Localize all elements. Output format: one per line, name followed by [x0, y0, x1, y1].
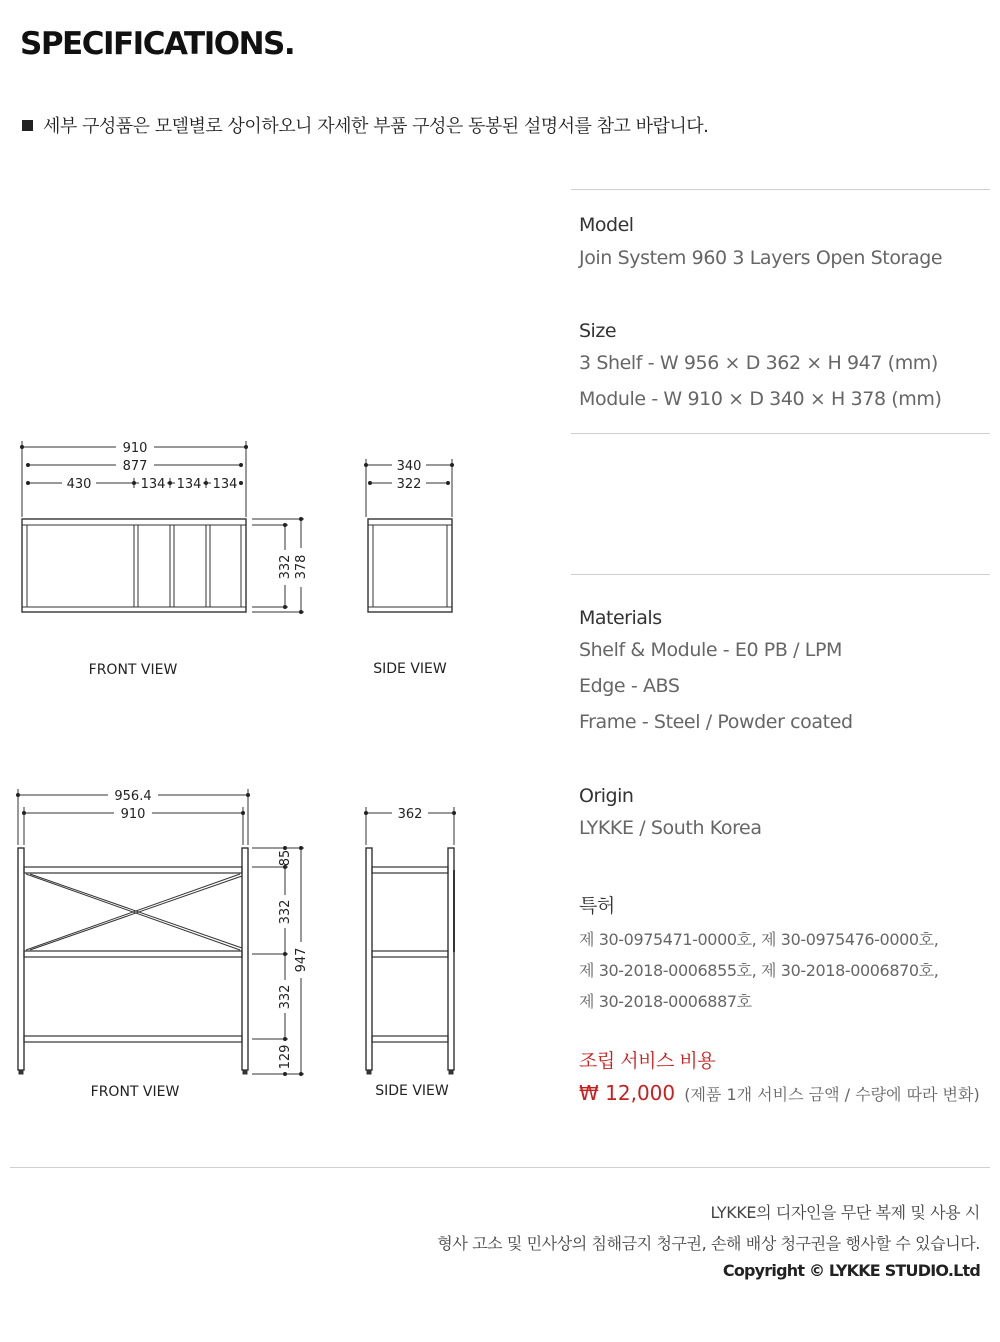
size-shelf: 3 Shelf - W 956 × D 362 × H 947 (mm) — [579, 352, 938, 374]
dim-shelf-bottom-gap: 129 — [278, 1044, 293, 1070]
size-section — [579, 320, 942, 417]
materials-label: Materials — [579, 607, 662, 629]
dim-shelf-width: 956.4 — [114, 789, 152, 804]
page-title: SPECIFICATIONS. — [20, 26, 295, 62]
service-section — [579, 1046, 980, 1105]
dim-module-seg-b: 134 — [140, 477, 166, 492]
footer-line-1: LYKKE의 디자인을 무단 복제 및 사용 시 — [710, 1203, 980, 1222]
dim-module-inner-height: 332 — [278, 554, 293, 580]
size-label: Size — [579, 320, 617, 342]
shelf-front-caption: FRONT VIEW — [90, 1084, 180, 1100]
patent-line: 제 30-2018-0006855호, 제 30-2018-0006870호, — [579, 961, 939, 980]
module-front-caption: FRONT VIEW — [88, 662, 178, 678]
size-module: Module - W 910 × D 340 × H 378 (mm) — [579, 388, 942, 410]
dim-shelf-top-gap: 85 — [278, 849, 293, 867]
origin-label: Origin — [579, 785, 634, 807]
patent-label: 특허 — [579, 895, 615, 917]
dim-shelf-height: 947 — [294, 947, 309, 973]
service-note: (제품 1개 서비스 금액 / 수량에 따라 변화) — [684, 1085, 980, 1104]
model-label: Model — [579, 214, 634, 236]
copyright: Copyright © LYKKE STUDIO.Ltd — [722, 1261, 980, 1280]
footer-divider — [10, 1167, 990, 1168]
divider — [571, 433, 990, 434]
dim-shelf-inner-width: 910 — [120, 807, 146, 822]
patent-line: 제 30-0975471-0000호, 제 30-0975476-0000호, — [579, 930, 939, 949]
dim-module-height: 378 — [294, 554, 309, 580]
shelf-side-caption: SIDE VIEW — [375, 1083, 449, 1099]
patent-section — [579, 891, 938, 1017]
divider — [571, 574, 990, 575]
patent-line: 제 30-2018-0006887호 — [579, 992, 752, 1011]
service-label: 조립 서비스 비용 — [579, 1050, 716, 1072]
dim-module-inner-depth: 322 — [396, 477, 422, 492]
dim-shelf-level1: 332 — [278, 899, 293, 925]
model-section — [579, 214, 942, 276]
notice-text: 세부 구성품은 모델별로 상이하오니 자세한 부품 구성은 동봉된 설명서를 참고 바랍니다. — [43, 116, 709, 137]
materials-line: Shelf & Module - E0 PB / LPM — [579, 639, 843, 661]
divider — [571, 189, 990, 190]
dim-module-inner-width: 877 — [122, 459, 148, 474]
dim-module-seg-c: 134 — [176, 477, 202, 492]
technical-drawings — [0, 0, 560, 1100]
module-side-caption: SIDE VIEW — [373, 661, 447, 677]
materials-line: Edge - ABS — [579, 675, 680, 697]
origin-value: LYKKE / South Korea — [579, 817, 762, 839]
dim-shelf-depth: 362 — [397, 807, 423, 822]
model-value: Join System 960 3 Layers Open Storage — [579, 247, 943, 269]
dim-module-seg-d: 134 — [212, 477, 238, 492]
materials-section — [579, 607, 853, 740]
footer-line-2: 형사 고소 및 민사상의 침해금지 청구권, 손해 배상 청구권을 행사할 수 있습니다. — [437, 1234, 980, 1253]
dim-module-seg-a: 430 — [66, 477, 92, 492]
materials-line: Frame - Steel / Powder coated — [579, 711, 853, 733]
dim-module-depth: 340 — [396, 459, 422, 474]
origin-section — [579, 785, 762, 846]
service-price: ₩ 12,000 — [579, 1081, 676, 1105]
dim-shelf-level2: 332 — [278, 984, 293, 1010]
dim-module-width: 910 — [122, 441, 148, 456]
